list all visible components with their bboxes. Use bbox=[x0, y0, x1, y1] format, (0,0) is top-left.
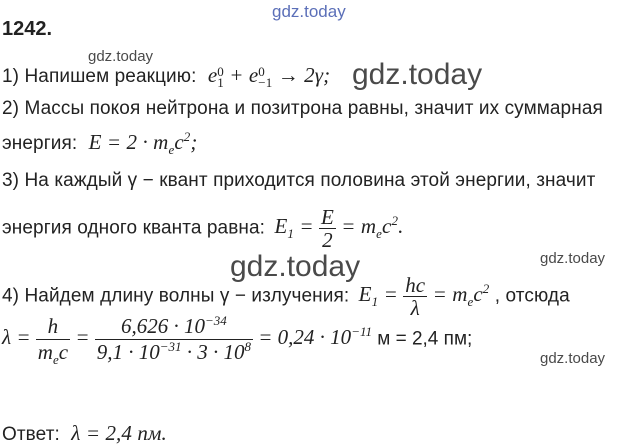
step-4-fraction: $\frac{hc}{\lambda}$ bbox=[405, 273, 426, 320]
step-5-fraction-2: $\frac{6,626 \cdot 10^{-34}}{9,1 \cdot 10^{-31} \cdot 3 \cdot 10^8}$ bbox=[96, 313, 252, 364]
step-1 bbox=[2, 63, 331, 91]
watermark-right-1: gdz.today bbox=[540, 250, 606, 267]
step-3-formula: $E_1$ = $\frac{E}{2}$ = $m_ec^2$. bbox=[274, 205, 404, 252]
step-2-line-2: энергия: $E = 2 \cdot m_ec^2$; bbox=[2, 129, 198, 158]
watermark-small: gdz.today bbox=[88, 48, 154, 65]
step-3-line-2: энергия одного кванта равна: $E_1$ = $\frac{E}{2}$ = $m_ec^2$. bbox=[2, 205, 404, 252]
step-5: λ = $\frac{h}{m_ec}$ = $\frac{6,626 \cdot 10^{-34}}{9,1 \cdot 10^{-31} \cdot 3 \cdot 10^8}$ = $0,24 \cdot 10^{-11}$ м = 2,4 пм; bbox=[2, 313, 473, 368]
step-1-text: 1) Напишем реакцию: bbox=[2, 66, 197, 87]
step-4: 4) Найдем длину волны γ − излучения: $E_1$ = $\frac{hc}{\lambda}$ = $m_ec^2$ , отсюда bbox=[2, 273, 570, 320]
answer-label: Ответ: bbox=[2, 424, 60, 445]
watermark-right-2: gdz.today bbox=[540, 350, 606, 367]
step-3-fraction: $\frac{E}{2}$ bbox=[320, 205, 334, 252]
step-2-formula: $E = 2 \cdot m_ec^2$; bbox=[88, 129, 198, 158]
answer-value: λ = 2,4 пм. bbox=[71, 421, 167, 445]
watermark-top: gdz.today bbox=[272, 2, 346, 21]
step-5-formula: λ = $\frac{h}{m_ec}$ = $\frac{6,626 \cdot 10^{-34}}{9,1 \cdot 10^{-31} \cdot 3 \cdot 10^8}$ = $0,24 \cdot 10^{-11}$ bbox=[2, 313, 372, 368]
answer bbox=[2, 422, 167, 446]
step-2-line-1: 2) Массы покоя нейтрона и позитрона равны, значит их суммарная bbox=[2, 98, 603, 119]
step-4-formula: $E_1$ = $\frac{hc}{\lambda}$ = $m_ec^2$ bbox=[358, 273, 490, 320]
step-3-line-1: 3) На каждый γ − квант приходится половина этой энергии, значит bbox=[2, 170, 596, 191]
watermark-big-2: gdz.today bbox=[230, 250, 361, 283]
problem-number: 1242. bbox=[2, 18, 53, 40]
watermark-big-1: gdz.today bbox=[352, 58, 483, 91]
step-5-fraction-1: $\frac{h}{m_ec}$ bbox=[37, 314, 69, 368]
step-1-reaction: e 0 1 + e 0 −1 → 2γ; bbox=[207, 63, 331, 91]
